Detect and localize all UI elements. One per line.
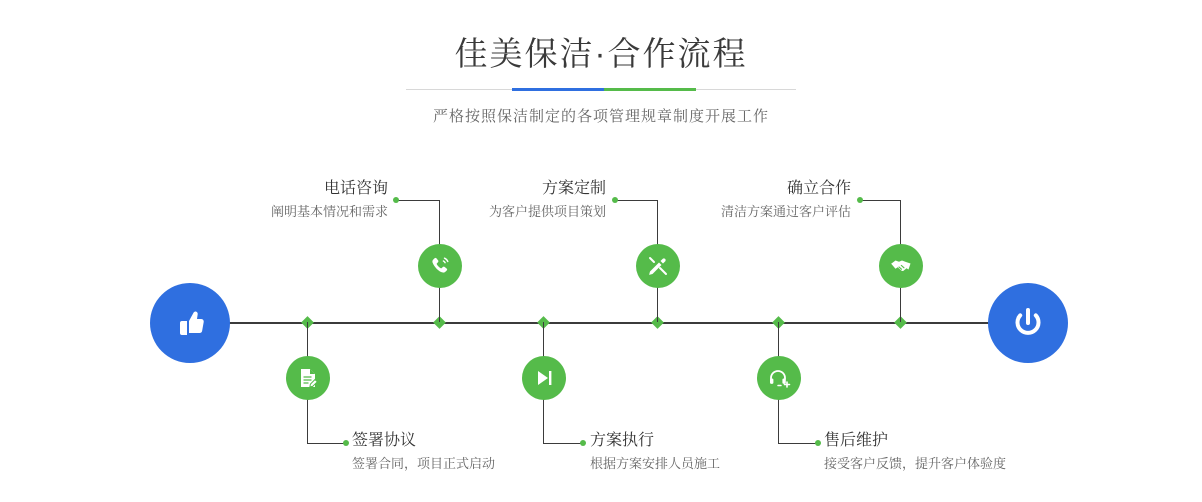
- step-desc: 签署合同，项目正式启动: [352, 456, 496, 471]
- connector-step-5-label: [861, 200, 901, 201]
- phone-ring-icon: [428, 254, 452, 278]
- step-label-3: [462, 178, 606, 222]
- step-label-4: [590, 430, 720, 474]
- connector-dot: [612, 197, 618, 203]
- power-icon: [1008, 303, 1048, 343]
- page-subtitle: 严格按照保洁制定的各项管理规章制度开展工作: [432, 108, 769, 125]
- process-flow: [0, 150, 1202, 502]
- step-desc: 接受客户反馈，提升客户体验度: [824, 456, 1007, 471]
- step-label-2: [352, 430, 495, 474]
- document-edit-icon: [296, 366, 320, 390]
- connector-dot: [580, 440, 586, 446]
- step-title: 确立合作: [786, 180, 851, 197]
- step-desc: 根据方案安排人员施工: [590, 456, 721, 471]
- step-node-5[interactable]: [879, 244, 923, 288]
- step-node-4[interactable]: [522, 356, 566, 400]
- step-desc: 阐明基本情况和需求: [270, 204, 388, 219]
- step-label-5: [707, 178, 851, 222]
- thumbs-up-icon: [170, 303, 210, 343]
- connector-step-3-label: [616, 200, 658, 201]
- flow-axis: [190, 322, 1042, 324]
- step-label-1: [248, 178, 388, 222]
- connector-step-4-label: [543, 443, 583, 444]
- connector-dot: [857, 197, 863, 203]
- connector-dot: [815, 440, 821, 446]
- step-label-6: [824, 430, 1006, 474]
- step-desc: 为客户提供项目策划: [488, 204, 606, 219]
- step-title: 电话咨询: [323, 180, 388, 197]
- divider-accent-green: [604, 88, 696, 91]
- connector-step-1-label: [396, 200, 440, 201]
- step-desc: 清洁方案通过客户评估: [720, 204, 851, 219]
- step-node-6[interactable]: [757, 356, 801, 400]
- divider-accent-blue: [512, 88, 604, 91]
- connector-step-2-label: [307, 443, 347, 444]
- title-divider: [406, 88, 796, 91]
- step-title: 售后维护: [824, 432, 889, 449]
- connector-step-6-label: [778, 443, 818, 444]
- page-title: 佳美保洁·合作流程: [454, 35, 748, 72]
- step-node-2[interactable]: [286, 356, 330, 400]
- page-header: [0, 32, 1202, 126]
- flow-end-node: [988, 283, 1068, 363]
- step-title: 方案定制: [541, 180, 606, 197]
- flow-start-node: [150, 283, 230, 363]
- pen-ruler-icon: [646, 254, 670, 278]
- connector-dot: [393, 197, 399, 203]
- step-title: 方案执行: [590, 432, 655, 449]
- step-node-3[interactable]: [636, 244, 680, 288]
- step-node-1[interactable]: [418, 244, 462, 288]
- handshake-icon: [889, 254, 913, 278]
- step-title: 签署协议: [352, 432, 417, 449]
- play-forward-icon: [532, 366, 556, 390]
- headset-support-icon: [767, 366, 791, 390]
- connector-dot: [343, 440, 349, 446]
